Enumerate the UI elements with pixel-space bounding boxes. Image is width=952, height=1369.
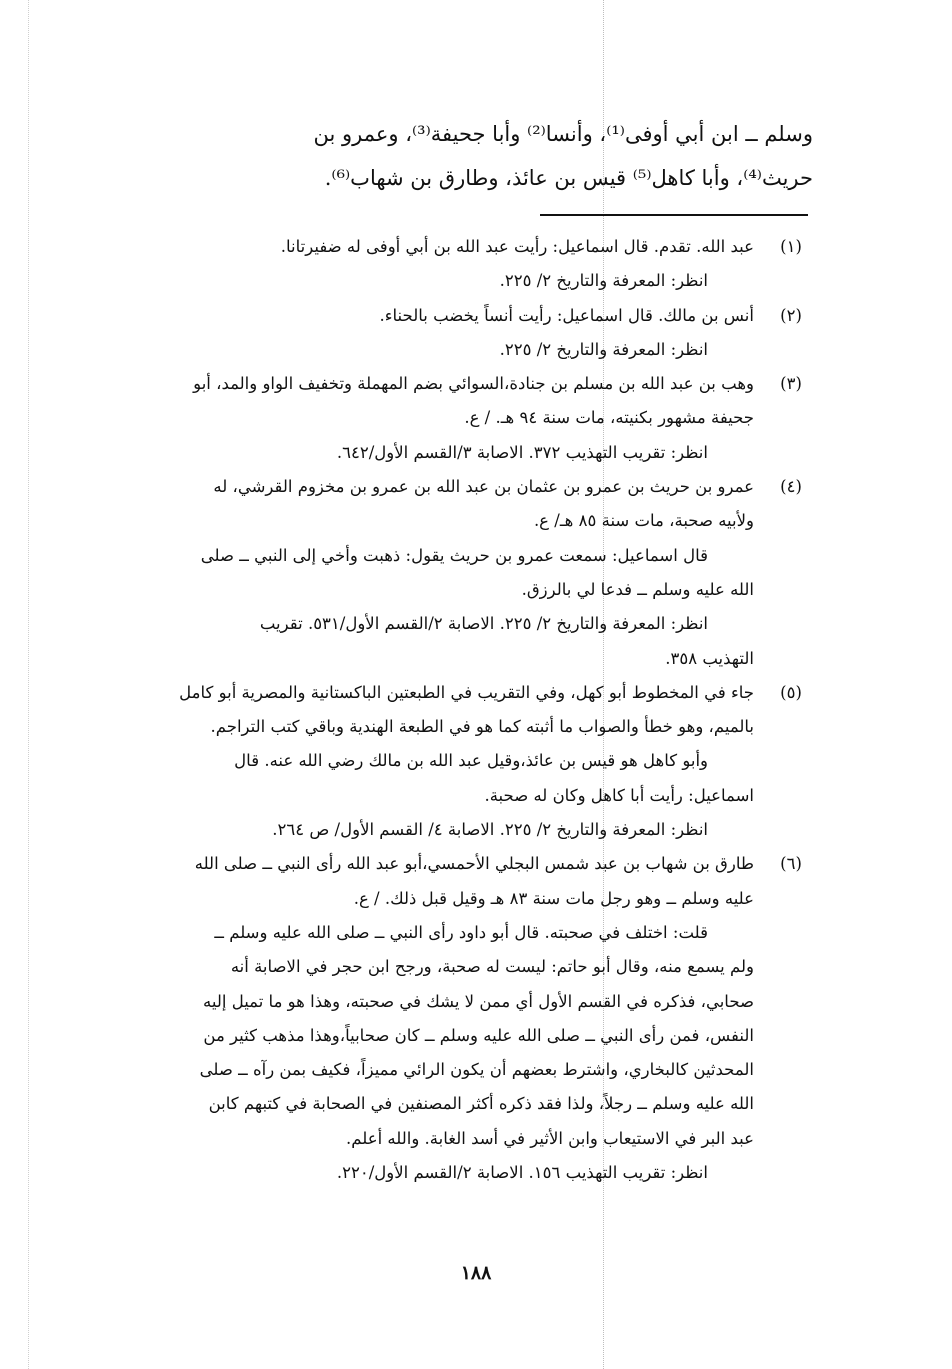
footnote [108, 367, 816, 470]
footnote-line: ولم يسمع منه، وقال أبو حاتم: ليست له صحبة، ورجح ابن حجر في الاصابة أنه [230, 957, 754, 977]
footnote-line: ولأبيه صحبة، مات سنة ٨٥ هـ/ ع. [533, 511, 754, 531]
footnote-line: قال اسماعيل: سمعت عمرو بن حريث يقول: ذهبت وأخي إلى النبي ــ صلى [200, 545, 708, 565]
footnote-line: انظر: المعرفة والتاريخ ٢/ ٢٢٥. [499, 271, 708, 291]
footnote-line: التهذيب ٣٥٨. [665, 648, 754, 668]
footnote-line: الله عليه وسلم ــ فدعا لي بالرزق. [521, 579, 754, 599]
footnote [108, 230, 816, 299]
footnote-line: انظر: المعرفة والتاريخ ٢/ ٢٢٥. الاصابة ٤/ القسم الأول/ ص ٢٦٤. [272, 820, 708, 840]
footnote-line: انظر: تقريب التهذيب ٣٧٢. الاصابة ٣/القسم الأول/٦٤٢. [336, 442, 708, 462]
footnote [108, 299, 816, 368]
footnote-line: انظر: تقريب التهذيب ١٥٦. الاصابة ٢/القسم الأول/٢٢٠. [336, 1163, 708, 1183]
footnote-line: انظر: المعرفة والتاريخ ٢/ ٢٢٥. الاصابة ٢/القسم الأول/٥٣١. تقريب [259, 614, 708, 634]
footnotes [108, 230, 816, 1190]
footnote-line: اسماعيل: رأيت أبا كاهل وكان له صحبة. [484, 785, 754, 805]
main-text-line: حريث⁽⁴⁾، وأبا كاهل⁽⁵⁾ قيس بن عائذ، وطارق بن شهاب⁽⁶⁾. [324, 166, 813, 190]
footnote-line: أنس بن مالك. قال اسماعيل: رأيت أنساً يخضب بالحناء. [379, 305, 754, 325]
footnote-line: عليه وسلم ــ وهو رجل مات سنة ٨٣ هـ وقيل قبل ذلك. / ع. [353, 888, 754, 908]
footnote-line: صحابي، فذكره في القسم الأول أي ممن لا يشك في صحبته، وهذا هو ما تميل إليه [203, 991, 754, 1011]
footnote-line: انظر: المعرفة والتاريخ ٢/ ٢٢٥. [499, 339, 708, 359]
footnote-line: بالميم، وهو خطأ والصواب ما أثبته كما هو في الطبعة الهندية وباقي كتب التراجم. [210, 717, 754, 737]
footnote-line: قلت: اختلف في صحبته. قال أبو داود رأى النبي ــ صلى الله عليه وسلم ــ [214, 922, 708, 942]
footnote-line: طارق بن شهاب بن عبد شمس البجلي الأحمسي،أبو عبد الله رأى النبي ــ صلى الله [194, 854, 754, 874]
footnote [108, 847, 816, 1190]
footnote-line: عبد البر في الاستيعاب وابن الأثير في أسد الغابة. والله أعلم. [346, 1128, 754, 1148]
footnote-line: عبد الله. تقدم. قال اسماعيل: رأيت عبد الله بن أبي أوفى له ضفيرتانا. [280, 237, 754, 256]
footnote-number: (٦) [780, 854, 802, 874]
footnote-number: (٢) [780, 305, 802, 325]
footnote-separator [540, 214, 808, 216]
footnote [108, 676, 816, 847]
footnote-line: وهب بن عبد الله بن مسلم بن جنادة،السوائي بضم المهملة وتخفيف الواو والمد، أبو [193, 374, 754, 394]
footnote-number: (٣) [780, 374, 802, 394]
footnote-number: (٥) [780, 682, 802, 702]
footnote-number: (١) [780, 237, 802, 256]
footnote-line: المحدثين كالبخاري، واشترط بعضهم أن يكون الرائي مميزاً، فكيف بمن رآه ــ صلى [199, 1060, 754, 1080]
footnote-line: النفس، فمن رأى النبي ــ صلى الله عليه وسلم ــ كان صحابياً،وهذا مذهب كثير من [203, 1025, 754, 1045]
footnote [108, 470, 816, 676]
main-text [108, 112, 813, 200]
footnote-line: وأبو كاهل هو قيس بن عائذ،وقيل عبد الله بن مالك رضي الله عنه. قال [234, 751, 708, 771]
footnote-line: عمرو بن حريث بن عمرو بن عثمان بن عبد الله بن عمرو بن مخزوم القرشي، له [213, 477, 754, 497]
footnote-line: جاء في المخطوط أبو كهل، وفي التقريب في الطبعتين الباكستانية والمصرية أبو كامل [179, 682, 754, 702]
page-number: ١٨٨ [460, 1262, 492, 1284]
footnote-line: الله عليه وسلم ــ رجلاً، ولذا فقد ذكره أكثر المصنفين في الصحابة في كتبهم كابن [208, 1094, 754, 1114]
footnote-number: (٤) [780, 477, 802, 497]
main-text-line: وسلم ــ ابن أبي أوفى⁽¹⁾، وأنسا⁽²⁾ وأبا جحيفة⁽³⁾، وعمرو بن [313, 122, 813, 146]
page-edge-line [28, 0, 29, 1369]
footnote-line: جحيفة مشهور بكنيته، مات سنة ٩٤ هـ. / ع. [464, 408, 754, 428]
